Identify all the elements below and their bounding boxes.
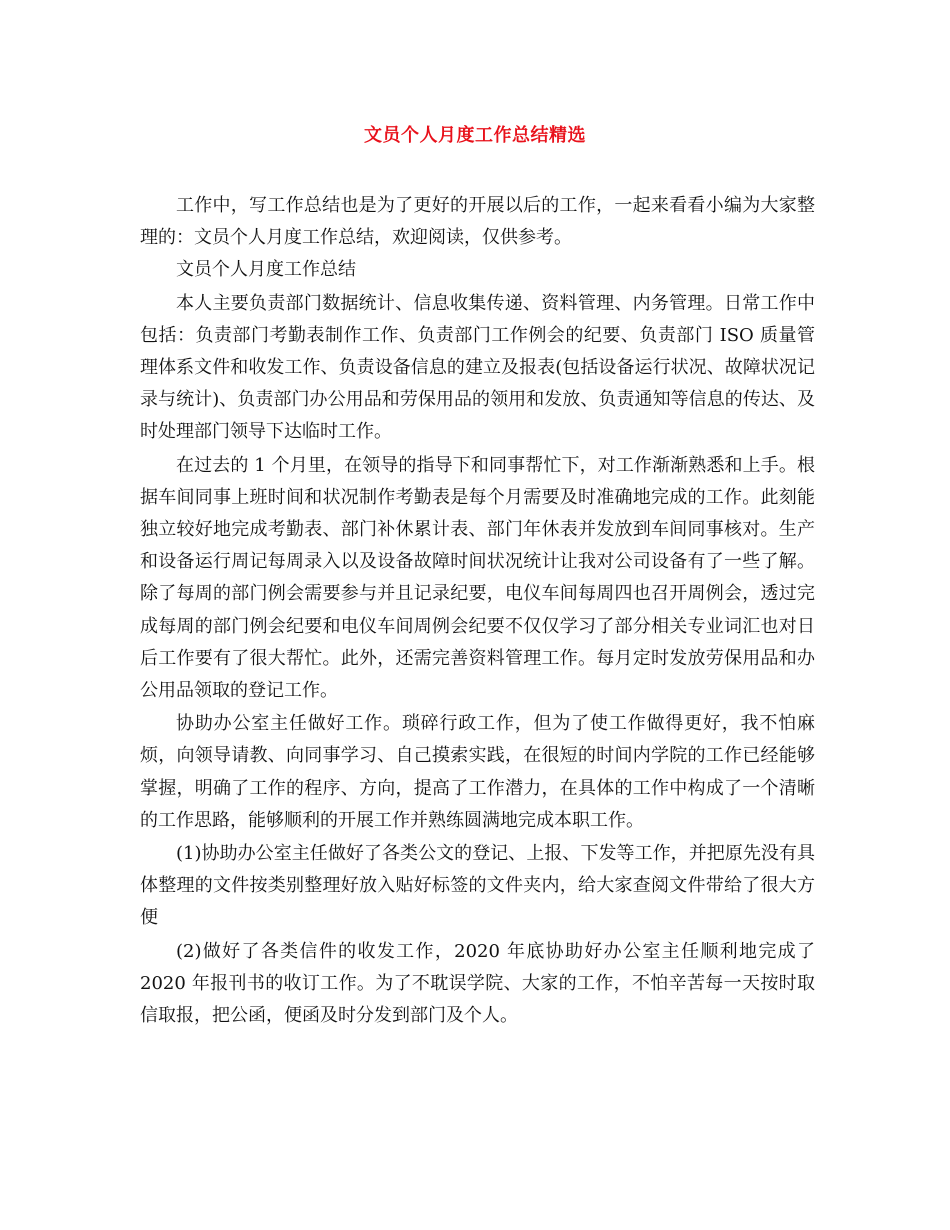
document-body [140, 190, 815, 1032]
intro-paragraph: 工作中，写工作总结也是为了更好的开展以后的工作，一起来看看小编为大家整理的：文员个人月度工作总结，欢迎阅读，仅供参考。 [140, 195, 815, 249]
document-title: 文员个人月度工作总结精选 [364, 125, 586, 146]
assist-office-paragraph: 协助办公室主任做好工作。琐碎行政工作，但为了使工作做得更好，我不怕麻烦，向领导请教、向同事学习、自己摸索实践，在很短的时间内学院的工作已经能够掌握，明确了工作的程序、方向，提高了工作潜力，在具体的工作中构成了一个清晰的工作思路，能够顺利的开展工作并熟练圆满地完成本职工作。 [140, 713, 815, 831]
item-1-paragraph: (1)协助办公室主任做好了各类公文的登记、上报、下发等工作，并把原先没有具体整理的文件按类别整理好放入贴好标签的文件夹内，给大家查阅文件带给了很大方便 [140, 843, 815, 929]
responsibilities-paragraph: 本人主要负责部门数据统计、信息收集传递、资料管理、内务管理。日常工作中包括：负责部门考勤表制作工作、负责部门工作例会的纪要、负责部门 ISO 质量管理体系文件和收发工作、负责设备信息的建立及报表(包括设备运行状况、故障状况记录与统计)、负责部门办公用品和劳保用品的领用和发放、负责通知等信息的传达、及时处理部门领导下达临时工作。 [140, 292, 815, 443]
item-2-paragraph: (2)做好了各类信件的收发工作，2020 年底协助好办公室主任顺利地完成了 2020 年报刊书的收订工作。为了不耽误学院、大家的工作，不怕辛苦每一天按时取信取报，把公函，便函及时分发到部门及个人。 [140, 940, 815, 1027]
past-month-paragraph: 在过去的 1 个月里，在领导的指导下和同事帮忙下，对工作渐渐熟悉和上手。根据车间同事上班时间和状况制作考勤表是每个月需要及时准确地完成的工作。此刻能独立较好地完成考勤表、部门补休累计表、部门年休表并发放到车间同事核对。生产和设备运行周记每周录入以及设备故障时间状况统计让我对公司设备有了一些了解。除了每周的部门例会需要参与并且记录纪要，电仪车间每周四也召开周例会，透过完成每周的部门例会纪要和电仪车间周例会纪要不仅仅学习了部分相关专业词汇也对日后工作要有了很大帮忙。此外，还需完善资料管理工作。每月定时发放劳保用品和办公用品领取的登记工作。 [140, 454, 815, 702]
section-heading: 文员个人月度工作总结 [176, 259, 356, 281]
